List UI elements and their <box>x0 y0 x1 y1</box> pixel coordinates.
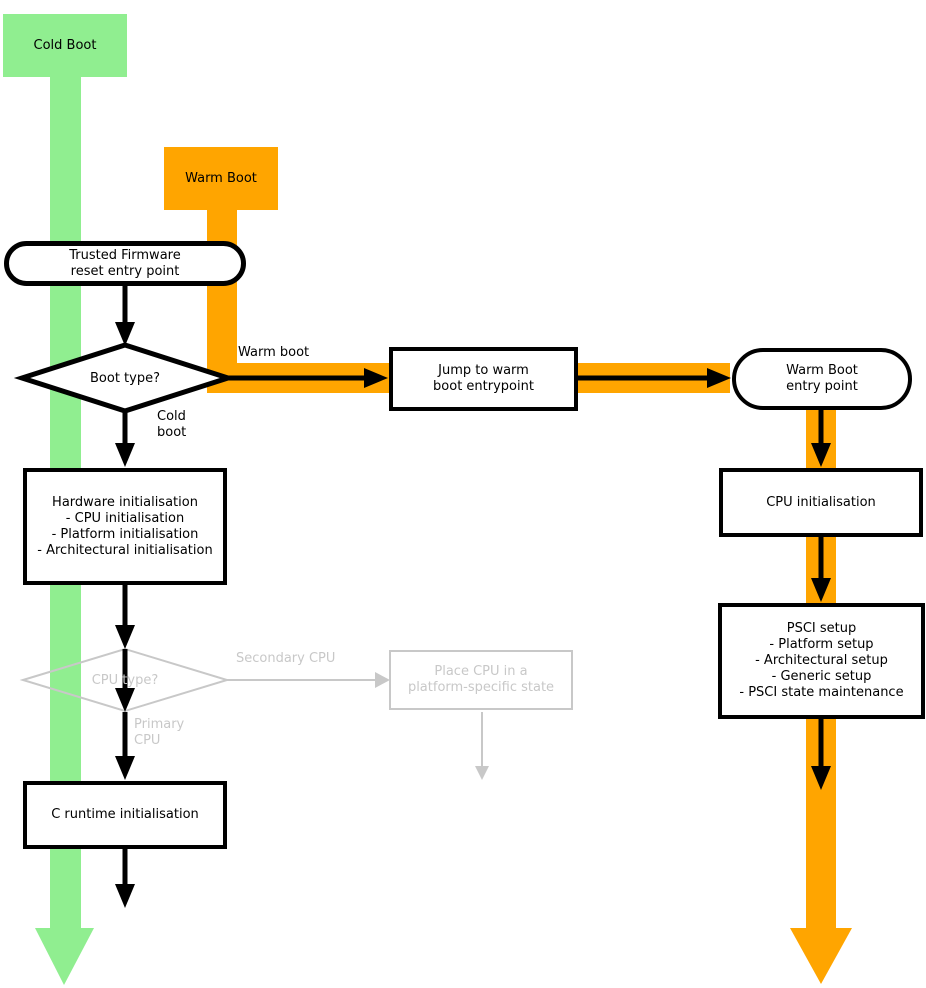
cpu-type-label: CPU type? <box>91 672 159 688</box>
warm-boot-start-label: Warm Boot <box>185 171 257 186</box>
arrowhead-cputype-to-cruntime-icon <box>115 756 135 780</box>
cold-boot-edge-line1: Cold <box>157 409 186 424</box>
c-runtime-label: C runtime initialisation <box>51 807 199 822</box>
hw-init-line4: - Architectural initialisation <box>37 542 213 558</box>
reset-entry-line1: Trusted Firmware <box>69 247 181 263</box>
node-psci-setup <box>718 603 925 719</box>
warm-boot-flow-arrowhead-icon <box>790 928 852 984</box>
arrowhead-cpuinit-to-psci-icon <box>811 578 831 602</box>
psci-line3: - Architectural setup <box>755 653 888 668</box>
edge-label-cold-boot <box>157 409 186 441</box>
arrowhead-warmentry-to-cpuinit-icon <box>811 443 831 467</box>
arrowhead-cputype-to-placecpu-icon <box>375 672 390 688</box>
arrowhead-jump-to-warmentry-icon <box>707 368 731 388</box>
node-jump-warm-boot <box>389 347 578 411</box>
primary-cpu-edge-line2: CPU <box>134 733 161 748</box>
node-cpu-initialisation <box>719 468 923 537</box>
edge-label-primary-cpu <box>134 717 184 749</box>
arrowhead-psci-down-icon <box>811 766 831 790</box>
arrowhead-placecpu-down-icon <box>475 766 489 780</box>
node-reset-entry-point <box>4 241 246 286</box>
primary-cpu-edge-line1: Primary <box>134 717 185 732</box>
node-c-runtime-initialisation <box>23 781 227 849</box>
node-hardware-initialisation <box>23 468 227 585</box>
node-warm-boot-entry-point <box>732 348 912 410</box>
node-place-cpu-platform-state <box>389 650 573 710</box>
psci-line1: PSCI setup <box>786 621 857 636</box>
warm-entry-line1: Warm Boot <box>786 363 858 378</box>
hw-init-line3: - Platform initialisation <box>51 526 199 542</box>
cold-boot-edge-line2: boot <box>157 425 187 440</box>
warm-entry-line2: entry point <box>786 379 858 394</box>
arrowhead-hwinit-to-cputype-icon <box>115 625 135 649</box>
hw-init-line2: - CPU initialisation <box>65 510 185 526</box>
boot-type-label: Boot type? <box>90 370 160 386</box>
arrowhead-reset-to-boottype-icon <box>115 322 135 346</box>
cold-boot-start-label: Cold Boot <box>33 38 97 53</box>
psci-line4: - Generic setup <box>771 669 872 684</box>
boot-type-label-area <box>22 345 228 411</box>
edge-label-secondary-cpu: Secondary CPU <box>236 651 336 666</box>
cold-boot-flow-arrowhead-icon <box>35 928 94 985</box>
place-cpu-line1: Place CPU in a <box>434 664 528 679</box>
cpu-init-label: CPU initialisation <box>766 494 876 510</box>
psci-line2: - Platform setup <box>769 637 874 652</box>
arrowhead-boottype-to-hwinit-icon <box>115 443 135 467</box>
hw-init-line1: Hardware initialisation <box>52 494 198 510</box>
reset-entry-line2: reset entry point <box>70 263 180 279</box>
place-cpu-line2: platform-specific state <box>407 680 555 695</box>
jump-warm-line2: boot entrypoint <box>433 379 534 394</box>
cpu-type-label-area <box>23 649 227 711</box>
psci-line5: - PSCI state maintenance <box>739 685 904 700</box>
edge-label-warm-boot: Warm boot <box>238 345 310 360</box>
arrowhead-cruntime-down-icon <box>115 884 135 908</box>
jump-warm-line1: Jump to warm <box>438 363 529 378</box>
arrowhead-boottype-to-jump-icon <box>364 368 388 388</box>
